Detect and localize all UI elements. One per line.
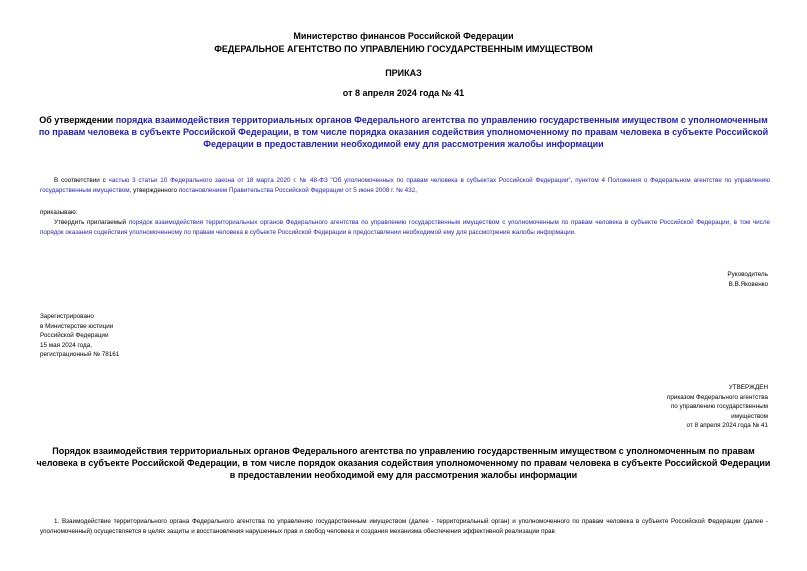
procedure-link[interactable]: порядок взаимодействия территориальных органов Федерального агентства по управлению государственным имуществом с уполномоченным по правам человека в субъекте Российской Федерации, в том числе порядок оказания содействия уполномоченному по правам человека в субъекте Российской Федерации в предоставлении необходимой ему для рассмотрения жалобы информации — [40, 219, 771, 236]
registration-line: регистрационный № 78161 — [40, 351, 120, 359]
approved-line: по управлению государственным — [670, 403, 768, 411]
signature-name: В.В.Яковенко — [728, 280, 768, 288]
paragraph-1: 1. Взаимодействие территориального органа Федерального агентства по управлению государственным имуществом (далее - территориальный орган) и уполномоченного по правам человека в субъекте Российской Федерации (далее - уполномоченный) осуществляется в целях защиты и восстановления нарушенных прав и свобод человека и создания механизма обеспечения эффективной реализации прав — [40, 518, 768, 535]
document-title — [36, 114, 771, 150]
basis-text-1: В соответствии с — [54, 177, 109, 184]
procedure-title: Порядок взаимодействия территориальных органов Федерального агентства по управлению государственным имуществом с уполномоченным по правам человека в субъекте Российской Федерации, в том числе порядок оказания содействия уполномоченному по правам человека в субъекте Российской Федерации в предоставлении необходимой ему для рассмотрения жалобы информации — [36, 446, 771, 480]
basis-text-4: , — [415, 186, 417, 194]
document-type: ПРИКАЗ — [385, 68, 422, 78]
title-link[interactable]: порядка взаимодействия территориальных органов Федерального агентства по управлению государственным имуществом с уполномоченным по правам человека в субъекте Российской Федерации, в том числе порядка оказания содействия уполномоченному по правам человека в субъекте Российской Федерации в предоставлении необходимой ему для рассмотрения жалобы информации — [38, 115, 769, 149]
document-date-number: от 8 апреля 2024 года № 41 — [342, 88, 465, 98]
approved-line: УТВЕРЖДЕН — [728, 384, 768, 391]
ministry-heading: Министерство финансов Российской Федерации — [293, 31, 514, 41]
registration-line: в Министерстве юстиции — [40, 322, 114, 330]
registration-line: Российской Федерации — [40, 332, 109, 340]
approval-stamp-block — [600, 383, 768, 431]
approve-paragraph — [40, 218, 770, 237]
registration-line: Зарегистрировано — [40, 313, 94, 320]
approve-text-1: Утвердить прилагаемый — [54, 219, 129, 226]
approved-line: имуществом — [731, 412, 768, 420]
legal-basis-paragraph — [40, 176, 770, 195]
basis-text-3: , утвержденного — [129, 186, 179, 194]
approve-text-2: . — [574, 228, 576, 236]
registration-block — [40, 312, 240, 360]
basis-text-2: , — [570, 177, 576, 184]
signature-block — [640, 270, 768, 289]
agency-heading: ФЕДЕРАЛЬНОЕ АГЕНТСТВО ПО УПРАВЛЕНИЮ ГОСУДАРСТВЕННЫМ ИМУЩЕСТВОМ — [214, 44, 593, 54]
registration-line: 15 мая 2024 года, — [40, 341, 92, 349]
signature-position: Руководитель — [727, 271, 768, 278]
approved-line: приказом Федерального агентства — [666, 393, 768, 401]
federal-law-link[interactable]: частью 3 статьи 10 Федерального закона от 18 марта 2020 г. № 48-ФЗ "Об уполномоченных по правам человека в субъектах Российской Федерации" — [108, 177, 571, 184]
government-decree-link[interactable]: постановлением Правительства Российской Федерации от 5 июня 2008 г. № 432 — [178, 186, 416, 194]
title-prefix: Об утверждении — [39, 115, 116, 125]
approved-line: от 8 апреля 2024 года № 41 — [686, 422, 768, 430]
regulation-link[interactable]: пунктом 4 Положения о Федеральном агентстве по управлению государственным имуществом — [40, 177, 771, 194]
ordered-label: приказываю: — [40, 209, 78, 216]
